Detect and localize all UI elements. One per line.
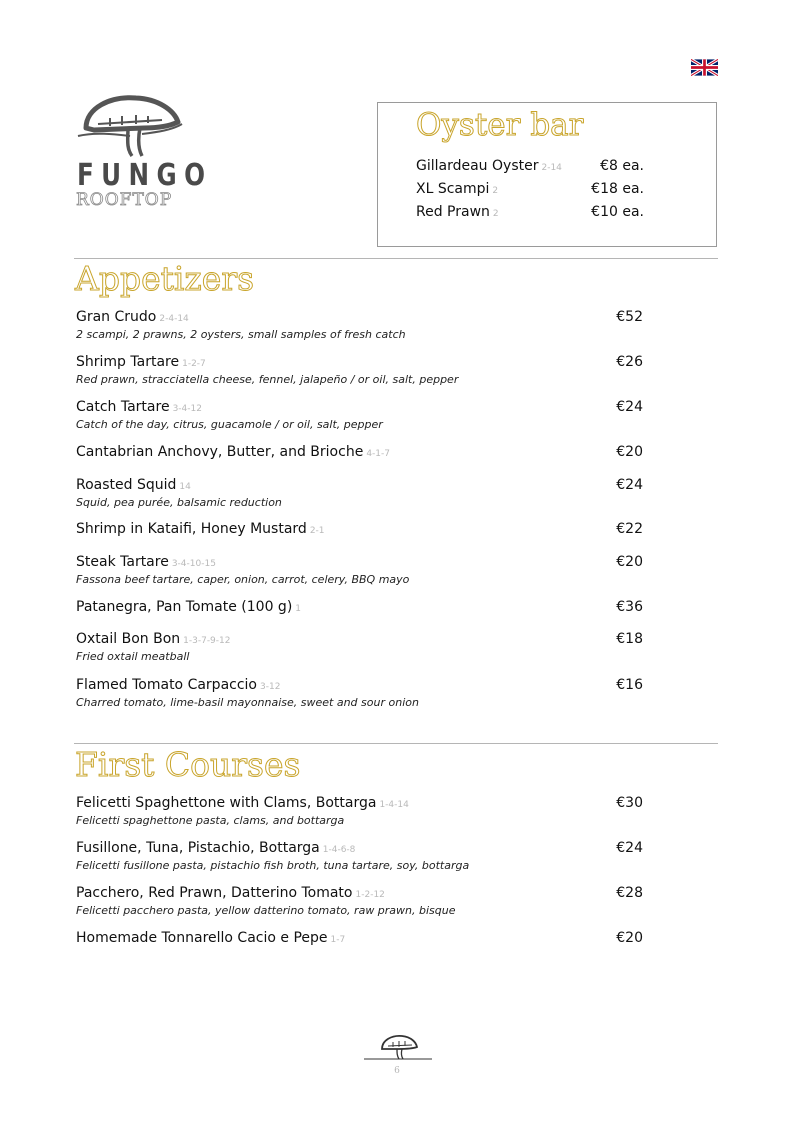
item-price: €26 bbox=[616, 354, 643, 370]
menu-item bbox=[76, 929, 643, 949]
menu-item bbox=[76, 839, 643, 873]
allergen-codes: 1-4-14 bbox=[379, 800, 409, 810]
allergen-codes: 1-2-7 bbox=[182, 359, 206, 369]
item-description: Catch of the day, citrus, guacamole / or oil, salt, pepper bbox=[76, 418, 383, 431]
allergen-codes: 3-4-12 bbox=[172, 404, 202, 414]
item-price: €28 bbox=[616, 885, 643, 901]
item-price: €18 ea. bbox=[591, 181, 644, 197]
oyster-item bbox=[416, 181, 644, 203]
menu-item bbox=[76, 630, 643, 664]
menu-item bbox=[76, 884, 643, 918]
item-name: Shrimp Tartare bbox=[76, 354, 180, 370]
item-description: 2 scampi, 2 prawns, 2 oysters, small samples of fresh catch bbox=[76, 328, 406, 341]
item-price: €18 bbox=[616, 631, 643, 647]
menu-item bbox=[76, 353, 643, 387]
item-name: Cantabrian Anchovy, Butter, and Brioche bbox=[76, 444, 364, 460]
item-description: Felicetti spaghettone pasta, clams, and bottarga bbox=[76, 814, 345, 827]
allergen-codes: 4-1-7 bbox=[366, 449, 390, 459]
mushroom-logo-icon bbox=[74, 92, 186, 160]
first-courses-title: First Courses bbox=[75, 745, 301, 784]
allergen-codes: 1-4-6-8 bbox=[322, 845, 356, 855]
menu-item bbox=[76, 598, 643, 618]
menu-item bbox=[76, 794, 643, 828]
item-description: Felicetti pacchero pasta, yellow datterino tomato, raw prawn, bisque bbox=[76, 904, 456, 917]
item-price: €8 ea. bbox=[600, 158, 644, 174]
section-divider bbox=[74, 743, 718, 744]
menu-item bbox=[76, 553, 643, 587]
allergen-codes: 1-7 bbox=[330, 935, 346, 945]
page-number: 6 bbox=[394, 1066, 400, 1076]
item-price: €52 bbox=[616, 309, 643, 325]
allergen-codes: 3-4-10-15 bbox=[171, 559, 216, 569]
allergen-codes: 14 bbox=[179, 482, 191, 492]
allergen-codes: 1-3-7-9-12 bbox=[183, 636, 231, 646]
item-name: Pacchero, Red Prawn, Datterino Tomato bbox=[76, 885, 353, 901]
item-price: €24 bbox=[616, 399, 643, 415]
allergen-codes: 1 bbox=[295, 604, 302, 614]
item-name: Felicetti Spaghettone with Clams, Bottarga bbox=[76, 795, 377, 811]
item-name: Patanegra, Pan Tomate (100 g) bbox=[76, 599, 293, 615]
item-description: Felicetti fusillone pasta, pistachio fish broth, tuna tartare, soy, bottarga bbox=[76, 859, 470, 872]
item-price: €22 bbox=[616, 521, 643, 537]
appetizers-title: Appetizers bbox=[75, 259, 255, 298]
item-description: Red prawn, stracciatella cheese, fennel, jalapeño / or oil, salt, pepper bbox=[76, 373, 459, 386]
item-description: Fassona beef tartare, caper, onion, carrot, celery, BBQ mayo bbox=[76, 573, 410, 586]
logo-wordmark-fungo: FUNGO bbox=[77, 158, 213, 193]
allergen-codes: 2-14 bbox=[541, 163, 562, 173]
item-name: Flamed Tomato Carpaccio bbox=[76, 677, 257, 693]
item-name: Gran Crudo bbox=[76, 309, 157, 325]
oyster-bar-title: Oyster bar bbox=[416, 107, 584, 143]
item-name: Oxtail Bon Bon bbox=[76, 631, 181, 647]
item-price: €30 bbox=[616, 795, 643, 811]
item-price: €10 ea. bbox=[591, 204, 644, 220]
item-price: €16 bbox=[616, 677, 643, 693]
item-name: Red Prawn bbox=[416, 204, 490, 220]
menu-item bbox=[76, 520, 643, 540]
item-name: Gillardeau Oyster bbox=[416, 158, 539, 174]
footer-mushroom-icon bbox=[364, 1032, 432, 1064]
allergen-codes: 2 bbox=[492, 209, 499, 219]
item-name: Homemade Tonnarello Cacio e Pepe bbox=[76, 930, 328, 946]
oyster-item bbox=[416, 204, 644, 226]
item-name: Shrimp in Kataifi, Honey Mustard bbox=[76, 521, 307, 537]
menu-item bbox=[76, 476, 643, 510]
menu-item bbox=[76, 398, 643, 432]
item-description: Charred tomato, lime-basil mayonnaise, sweet and sour onion bbox=[76, 696, 419, 709]
allergen-codes: 2 bbox=[492, 186, 499, 196]
item-price: €20 bbox=[616, 930, 643, 946]
item-price: €24 bbox=[616, 840, 643, 856]
logo-wordmark-rooftop: ROOFTOP bbox=[76, 190, 173, 210]
item-price: €20 bbox=[616, 444, 643, 460]
item-description: Fried oxtail meatball bbox=[76, 650, 190, 663]
item-name: Fusillone, Tuna, Pistachio, Bottarga bbox=[76, 840, 320, 856]
item-price: €20 bbox=[616, 554, 643, 570]
item-price: €36 bbox=[616, 599, 643, 615]
uk-flag-icon[interactable] bbox=[691, 59, 718, 76]
item-name: Steak Tartare bbox=[76, 554, 169, 570]
allergen-codes: 2-4-14 bbox=[159, 314, 189, 324]
item-name: XL Scampi bbox=[416, 181, 490, 197]
allergen-codes: 2-1 bbox=[309, 526, 325, 536]
oyster-item bbox=[416, 158, 644, 180]
fungo-rooftop-logo bbox=[74, 92, 213, 210]
oyster-bar-box bbox=[377, 102, 717, 247]
menu-item bbox=[76, 308, 643, 342]
allergen-codes: 3-12 bbox=[260, 682, 281, 692]
allergen-codes: 1-2-12 bbox=[355, 890, 385, 900]
item-description: Squid, pea purée, balsamic reduction bbox=[76, 496, 282, 509]
menu-item bbox=[76, 676, 643, 710]
item-price: €24 bbox=[616, 477, 643, 493]
item-name: Catch Tartare bbox=[76, 399, 170, 415]
menu-item bbox=[76, 443, 643, 463]
item-name: Roasted Squid bbox=[76, 477, 177, 493]
